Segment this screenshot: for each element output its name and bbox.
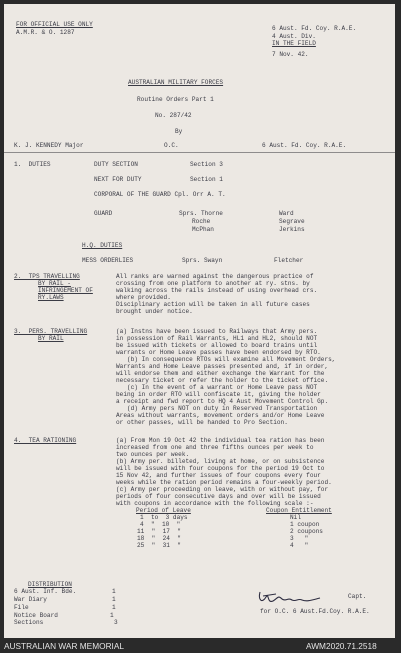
para3-heading: 3. PERS. TRAVELLING [14,328,88,335]
hq-duties-heading: H.Q. DUTIES [82,242,123,249]
table-cell: 1 coupon [290,521,320,528]
unit-line-2: 4 Aust. Div. [272,33,316,40]
para2-line: crossing from one platform to another at ry. stns. by [116,280,310,287]
para3-line: be issued with tickets or allowed to board trains until [116,342,318,349]
distribution-recipient: War Diary [14,596,47,603]
order-number: No. 287/42 [155,112,192,119]
para4-line: (a) From Mon 19 Oct 42 the individual tea ration has been [116,437,325,444]
para4-line: (c) Army per proceeding on leave, with or without pay, for [116,486,329,493]
unit-line-3: IN THE FIELD [272,40,316,47]
distribution-count: 1 [112,596,116,603]
para2-heading: RY.LAWS [38,294,64,301]
table-cell: 25 " 31 " [137,542,181,549]
para4-line: 15 Nov 42, and further issues of four coupons every four [116,472,321,479]
distribution-count: 3 [114,619,118,626]
archive-reference: AWM2020.71.2518 [306,641,377,651]
orders-title: Routine Orders Part 1 [137,96,214,103]
para2-line: walking across the rails instead of using overhead crs. [116,287,318,294]
table-cell: 4 " [290,542,309,549]
para3-line: being in order RTO will confiscate it, giving the holder [116,391,321,398]
distribution-recipient: Notice Board [14,612,58,619]
table-cell: 18 " 24 " [137,535,181,542]
oc-label: O.C. [164,142,179,149]
next-for-duty-label: NEXT FOR DUTY [94,176,142,183]
distribution-recipient: 6 Aust. Inf. Bde. [14,588,77,595]
para3-line: or other passes, will be handed to Pro Section. [116,419,288,426]
by-label: By [175,128,183,135]
para4-line: weeks while the ration period remains a four-weekly period. [116,479,332,486]
para4-line: will be issued with four coupons for the period 19 Oct to [116,465,325,472]
para2-line: where provided. [116,294,171,301]
guard-member: McPhan [192,226,214,233]
table-cell: 1 to 3 days [140,514,188,521]
document-page [4,4,395,638]
para2-heading: 2. TPS TRAVELLING [14,273,80,280]
para3-line: (b) In consequence RTOs will examine all Movement Orders, [116,356,336,363]
guard-member: Sprs. Thorne [179,210,223,217]
para4-line: with coupons in accordance with the following scale :- [116,500,314,507]
distribution-count: 1 [112,604,116,611]
guard-member: Segrave [279,218,305,225]
title-unit: 6 Aust. Fd. Coy. R.A.E. [262,142,347,149]
distribution-heading: DISTRIBUTION [28,581,72,588]
para2-heading: BY RAIL - [38,280,71,287]
table-cell: Nil [290,514,301,521]
para3-line: (a) Instns have been issued to Railways that Army pers. [116,328,318,335]
table-cell: 11 " 17 " [137,528,181,535]
guard-member: Jerkins [279,226,305,233]
duties-heading: 1. DUTIES [14,161,51,168]
para3-line: Warrants and Home Leave passes presented and, if in order, [116,363,329,370]
para3-line: will endorse them and either exchange the Warrant for the [116,370,325,377]
para4-line: increased from one and three fifths ounces per week to [116,444,314,451]
para3-line: in possession of Rail Warrants, HL1 and HL2, should NOT [116,335,318,342]
para2-line: Disciplinary action will be taken in all future cases [116,301,310,308]
para3-line: a receipt and fwd report to HQ 4 Aust Movement Control Gp. [116,398,329,405]
para2-line: brought under notice. [116,308,193,315]
table-cell: 2 coupons [290,528,323,535]
officer-name: K. J. KENNEDY Major [14,142,84,149]
para3-line: Areas without warrants, movement orders and/or Home Leave [116,412,325,419]
archive-footer [0,638,401,653]
table-cell: 4 " 10 " [140,521,181,528]
mess-orderly: Sprs. Swayn [182,257,223,264]
para4-line: periods of four consecutive days and over will be issued [116,493,321,500]
classification-label: FOR OFFICIAL USE ONLY [16,21,93,28]
para3-heading: BY RAIL [38,335,64,342]
distribution-count: 1 [110,612,114,619]
next-for-duty-value: Section 1 [190,176,223,183]
archive-name: AUSTRALIAN WAR MEMORIAL [4,641,125,651]
guard-label: GUARD [94,210,113,217]
signature-rank: Capt. [348,593,367,600]
table-header-coupons: Coupon Entitlement [266,507,332,514]
duty-section-value: Section 3 [190,161,223,168]
mess-orderly: Fletcher [274,257,304,264]
para3-line: warrants or Home Leave passes have been endorsed by RTO. [116,349,321,356]
duty-section-label: DUTY SECTION [94,161,138,168]
form-reference: A.M.R. & O. 1287 [16,29,75,36]
unit-line-1: 6 Aust. Fd. Coy. R.A.E. [272,25,357,32]
guard-member: Ward [279,210,294,217]
distribution-recipient: Sections [14,619,44,626]
para4-heading: 4. TEA RATIONING [14,437,77,444]
distribution-count: 1 [112,588,116,595]
corporal-of-guard: CORPORAL OF THE GUARD Cpl. Orr A. T. [94,191,226,198]
table-header-period: Period of Leave [136,507,191,514]
para2-line: All ranks are warned against the dangerous practice of [116,273,314,280]
para3-line: (d) Army pers NOT on duty in Reserved Transportation [116,405,318,412]
para3-line: (c) In the event of a warrant or Home Leave pass NOT [116,384,318,391]
para3-line: necessary ticket or refer the holder to the ticket office. [116,377,329,384]
document-date: 7 Nov. 42. [272,51,309,58]
mess-orderlies-label: MESS ORDERLIES [82,257,134,264]
para4-line: (b) Army per. billeted, living at home, or on subsistence [116,458,325,465]
forces-title: AUSTRALIAN MILITARY FORCES [128,79,224,86]
para2-heading: INFRINGEMENT OF [38,287,93,294]
handwritten-signature [254,588,326,608]
distribution-recipient: File [14,604,29,611]
para4-line: two ounces per week. [116,451,190,458]
signature-for-line: for O.C. 6 Aust.Fd.Coy. R.A.E. [260,608,370,615]
table-cell: 3 " [290,535,309,542]
title-rule [4,152,395,153]
guard-member: Roche [192,218,211,225]
